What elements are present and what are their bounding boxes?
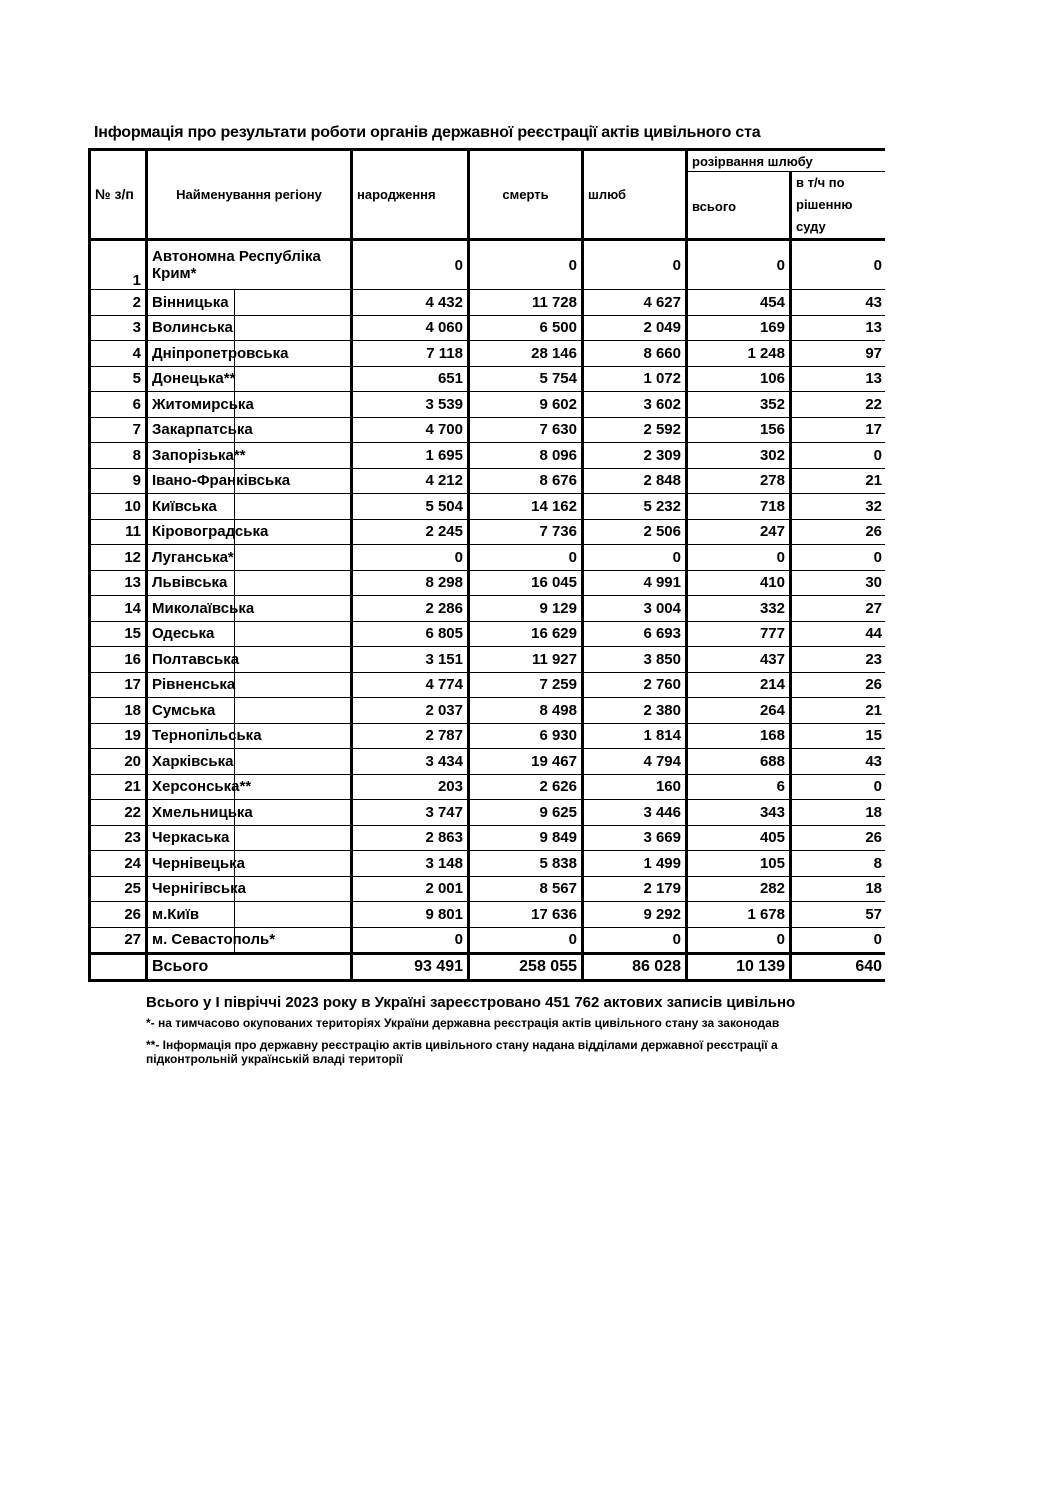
cell-div-total: 332: [687, 596, 791, 622]
cell-div-court: 21: [791, 698, 886, 724]
cell-marriage: 2 309: [583, 443, 687, 469]
row-number: 3: [90, 315, 147, 341]
cell-death: 7 630: [469, 417, 583, 443]
table-row: [90, 851, 886, 877]
table-row: [90, 672, 886, 698]
region-name: [147, 698, 352, 724]
row-number: 14: [90, 596, 147, 622]
cell-birth: 7 118: [352, 341, 469, 367]
total-label: Всього: [147, 954, 352, 981]
cell-death: 5 838: [469, 851, 583, 877]
cell-birth: 1 695: [352, 443, 469, 469]
cell-death: 14 162: [469, 494, 583, 520]
cell-marriage: 2 179: [583, 876, 687, 902]
cell-div-court: 0: [791, 443, 886, 469]
row-number: 19: [90, 723, 147, 749]
region-name: [147, 417, 352, 443]
cell-death: 5 754: [469, 366, 583, 392]
cell-birth: 5 504: [352, 494, 469, 520]
region-name: [147, 851, 352, 877]
region-name-text: м.Київ: [152, 905, 200, 923]
total-row: [90, 954, 886, 981]
header-birth: народження: [352, 150, 469, 240]
region-name-text: Івано-Франківська: [152, 472, 291, 490]
table-row: [90, 494, 886, 520]
region-name: [147, 240, 352, 290]
table-row: [90, 621, 886, 647]
region-name: [147, 494, 352, 520]
region-name-text: Житомирська: [152, 395, 254, 413]
cell-div-total: 0: [687, 545, 791, 571]
cell-div-court: 0: [791, 927, 886, 954]
cell-div-court: 32: [791, 494, 886, 520]
cell-div-court: 0: [791, 240, 886, 290]
cell-birth: 3 539: [352, 392, 469, 418]
cell-div-court: 97: [791, 341, 886, 367]
table-row: [90, 902, 886, 928]
region-name-text: Одеська: [152, 625, 215, 643]
total-div-court: 640: [791, 954, 886, 981]
cell-div-total: 168: [687, 723, 791, 749]
region-name-text: Чернігівська: [152, 880, 246, 898]
row-number: 13: [90, 570, 147, 596]
cell-marriage: 3 669: [583, 825, 687, 851]
region-name: [147, 621, 352, 647]
region-name-text: Автономна Республіка Крим*: [152, 248, 321, 282]
region-name: [147, 596, 352, 622]
row-number: 4: [90, 341, 147, 367]
cell-div-total: 302: [687, 443, 791, 469]
cell-marriage: 4 627: [583, 290, 687, 316]
region-name: [147, 545, 352, 571]
cell-death: 9 625: [469, 800, 583, 826]
table-row: [90, 443, 886, 469]
cell-marriage: 2 380: [583, 698, 687, 724]
region-name: [147, 315, 352, 341]
region-name: [147, 392, 352, 418]
cell-death: 8 096: [469, 443, 583, 469]
cell-div-court: 43: [791, 749, 886, 775]
table-row: [90, 876, 886, 902]
cell-death: 9 129: [469, 596, 583, 622]
region-name: [147, 672, 352, 698]
header-divorce: розірвання шлюбу: [687, 150, 886, 172]
cell-marriage: 0: [583, 927, 687, 954]
cell-marriage: 9 292: [583, 902, 687, 928]
table-row: [90, 698, 886, 724]
cell-div-court: 26: [791, 519, 886, 545]
cell-marriage: 5 232: [583, 494, 687, 520]
cell-marriage: 8 660: [583, 341, 687, 367]
region-name-text: Запорізька**: [152, 446, 246, 464]
cell-div-court: 27: [791, 596, 886, 622]
cell-marriage: 2 760: [583, 672, 687, 698]
cell-div-total: 777: [687, 621, 791, 647]
footnote-registry-line2: підконтрольній українській владі території: [146, 1052, 403, 1066]
cell-div-total: 156: [687, 417, 791, 443]
cell-marriage: 3 850: [583, 647, 687, 673]
table-row: [90, 570, 886, 596]
region-name-text: Донецька**: [152, 370, 236, 388]
row-number: 6: [90, 392, 147, 418]
row-number: 20: [90, 749, 147, 775]
row-number: 21: [90, 774, 147, 800]
cell-div-total: 1 678: [687, 902, 791, 928]
header-num: № з/п: [90, 150, 147, 240]
document-title: Інформація про результати роботи органів державної реєстрації актів цивільного ста: [94, 124, 761, 141]
region-name-text: Дніпропетровська: [152, 344, 289, 362]
row-number: 27: [90, 927, 147, 954]
total-marriage: 86 028: [583, 954, 687, 981]
cell-birth: 203: [352, 774, 469, 800]
cell-marriage: 6 693: [583, 621, 687, 647]
table-row: [90, 290, 886, 316]
table-row: [90, 800, 886, 826]
table-row: [90, 519, 886, 545]
region-name: [147, 341, 352, 367]
table-body: [90, 240, 886, 981]
cell-marriage: 3 602: [583, 392, 687, 418]
cell-birth: 9 801: [352, 902, 469, 928]
table-row: [90, 749, 886, 775]
cell-birth: 4 774: [352, 672, 469, 698]
table-row: [90, 927, 886, 954]
cell-death: 0: [469, 240, 583, 290]
table-row: [90, 723, 886, 749]
row-number: 15: [90, 621, 147, 647]
registry-table-container: [88, 148, 885, 982]
cell-div-total: 105: [687, 851, 791, 877]
region-name-text: Черкаська: [152, 829, 230, 847]
cell-div-total: 343: [687, 800, 791, 826]
cell-marriage: 1 814: [583, 723, 687, 749]
cell-birth: 3 151: [352, 647, 469, 673]
table-row: [90, 315, 886, 341]
table-row: [90, 417, 886, 443]
footnote-occupied: *- на тимчасово окупованих територіях України державна реєстрація актів цивільного стану за законодав: [146, 1016, 780, 1030]
cell-div-court: 13: [791, 366, 886, 392]
cell-death: 9 849: [469, 825, 583, 851]
region-name-text: м. Севастополь*: [152, 931, 276, 949]
footnote-registry-line1: **- Інформація про державну реєстрацію актів цивільного стану надана відділами державної реєстрації а: [146, 1038, 778, 1052]
region-name: [147, 290, 352, 316]
cell-birth: 3 434: [352, 749, 469, 775]
row-number: 22: [90, 800, 147, 826]
cell-div-court: 21: [791, 468, 886, 494]
header-divorce-total: всього: [687, 172, 791, 240]
cell-div-total: 106: [687, 366, 791, 392]
cell-birth: 2 286: [352, 596, 469, 622]
region-name-text: Хмельницька: [152, 803, 253, 821]
row-number: 24: [90, 851, 147, 877]
region-name-text: Львівська: [152, 574, 228, 592]
cell-div-court: 44: [791, 621, 886, 647]
cell-death: 11 927: [469, 647, 583, 673]
header-death: смерть: [469, 150, 583, 240]
table-row: [90, 596, 886, 622]
region-name-text: Рівненська: [152, 676, 236, 694]
cell-death: 6 500: [469, 315, 583, 341]
region-name: [147, 570, 352, 596]
header-marriage: шлюб: [583, 150, 687, 240]
cell-birth: 4 212: [352, 468, 469, 494]
cell-marriage: 1 499: [583, 851, 687, 877]
cell-death: 7 259: [469, 672, 583, 698]
cell-div-total: 247: [687, 519, 791, 545]
header-divorce-court: в т/ч по рішенню суду: [791, 172, 886, 240]
region-name: [147, 366, 352, 392]
row-number: 11: [90, 519, 147, 545]
cell-div-court: 0: [791, 774, 886, 800]
table-row: [90, 341, 886, 367]
cell-birth: 3 747: [352, 800, 469, 826]
cell-div-court: 30: [791, 570, 886, 596]
cell-birth: 8 298: [352, 570, 469, 596]
region-name: [147, 902, 352, 928]
summary-note: Всього у І півріччі 2023 року в Україні зареєстровано 451 762 актових записів цивільно: [146, 994, 796, 1011]
row-number: 25: [90, 876, 147, 902]
region-name-text: Луганська*: [152, 548, 234, 566]
cell-div-total: 264: [687, 698, 791, 724]
region-name-text: Тернопільська: [152, 727, 262, 745]
region-name-text: Сумська: [152, 701, 216, 719]
cell-marriage: 2 592: [583, 417, 687, 443]
total-blank-cell: [90, 954, 147, 981]
region-name: [147, 519, 352, 545]
total-birth: 93 491: [352, 954, 469, 981]
region-name-text: Вінницька: [152, 293, 229, 311]
total-death: 258 055: [469, 954, 583, 981]
row-number: 1: [90, 240, 147, 290]
cell-birth: 2 787: [352, 723, 469, 749]
cell-death: 19 467: [469, 749, 583, 775]
cell-div-court: 18: [791, 876, 886, 902]
cell-div-total: 214: [687, 672, 791, 698]
cell-marriage: 2 848: [583, 468, 687, 494]
region-name: [147, 443, 352, 469]
cell-death: 17 636: [469, 902, 583, 928]
cell-div-court: 15: [791, 723, 886, 749]
table-row: [90, 240, 886, 290]
row-number: 9: [90, 468, 147, 494]
region-name: [147, 927, 352, 954]
cell-death: 0: [469, 545, 583, 571]
table-row: [90, 545, 886, 571]
total-div-total: 10 139: [687, 954, 791, 981]
cell-birth: 2 001: [352, 876, 469, 902]
cell-div-court: 22: [791, 392, 886, 418]
table-row: [90, 468, 886, 494]
table-row: [90, 774, 886, 800]
region-name-text: Херсонська**: [152, 778, 252, 796]
cell-marriage: 3 446: [583, 800, 687, 826]
region-name-text: Волинська: [152, 319, 233, 337]
region-name: [147, 749, 352, 775]
cell-div-court: 0: [791, 545, 886, 571]
cell-div-total: 282: [687, 876, 791, 902]
cell-death: 6 930: [469, 723, 583, 749]
cell-birth: 0: [352, 927, 469, 954]
cell-marriage: 0: [583, 545, 687, 571]
cell-death: 28 146: [469, 341, 583, 367]
cell-div-court: 26: [791, 825, 886, 851]
cell-birth: 6 805: [352, 621, 469, 647]
cell-death: 0: [469, 927, 583, 954]
cell-div-total: 688: [687, 749, 791, 775]
region-name: [147, 774, 352, 800]
cell-birth: 4 060: [352, 315, 469, 341]
cell-div-total: 169: [687, 315, 791, 341]
cell-div-total: 454: [687, 290, 791, 316]
cell-marriage: 1 072: [583, 366, 687, 392]
row-number: 17: [90, 672, 147, 698]
region-name-text: Полтавська: [152, 650, 240, 668]
table-row: [90, 825, 886, 851]
table-row: [90, 392, 886, 418]
cell-div-court: 43: [791, 290, 886, 316]
cell-div-court: 17: [791, 417, 886, 443]
region-name: [147, 468, 352, 494]
cell-death: 8 676: [469, 468, 583, 494]
region-name-text: Харківська: [152, 752, 234, 770]
cell-marriage: 2 049: [583, 315, 687, 341]
cell-death: 11 728: [469, 290, 583, 316]
region-name-text: Київська: [152, 497, 217, 515]
cell-birth: 2 863: [352, 825, 469, 851]
cell-death: 7 736: [469, 519, 583, 545]
cell-div-total: 410: [687, 570, 791, 596]
row-number: 10: [90, 494, 147, 520]
cell-death: 8 567: [469, 876, 583, 902]
row-number: 8: [90, 443, 147, 469]
region-name-text: Миколаївська: [152, 599, 255, 617]
cell-div-court: 23: [791, 647, 886, 673]
cell-div-total: 6: [687, 774, 791, 800]
cell-birth: 0: [352, 545, 469, 571]
row-number: 7: [90, 417, 147, 443]
cell-div-court: 8: [791, 851, 886, 877]
cell-div-total: 0: [687, 240, 791, 290]
cell-div-total: 718: [687, 494, 791, 520]
row-number: 5: [90, 366, 147, 392]
registry-table: [88, 148, 885, 982]
cell-div-total: 0: [687, 927, 791, 954]
region-name-text: Закарпатська: [152, 421, 253, 439]
cell-birth: 2 037: [352, 698, 469, 724]
cell-birth: 651: [352, 366, 469, 392]
cell-div-court: 18: [791, 800, 886, 826]
cell-div-court: 57: [791, 902, 886, 928]
region-name: [147, 647, 352, 673]
cell-death: 8 498: [469, 698, 583, 724]
table-row: [90, 647, 886, 673]
cell-death: 9 602: [469, 392, 583, 418]
cell-div-court: 13: [791, 315, 886, 341]
cell-marriage: 160: [583, 774, 687, 800]
row-number: 18: [90, 698, 147, 724]
region-name: [147, 723, 352, 749]
cell-marriage: 2 506: [583, 519, 687, 545]
region-name: [147, 825, 352, 851]
footnotes: [146, 994, 884, 1066]
table-row: [90, 366, 886, 392]
cell-marriage: 3 004: [583, 596, 687, 622]
cell-div-total: 1 248: [687, 341, 791, 367]
region-name-text: Кіровоградська: [152, 523, 269, 541]
cell-div-total: 278: [687, 468, 791, 494]
cell-birth: 0: [352, 240, 469, 290]
cell-div-total: 352: [687, 392, 791, 418]
cell-marriage: 0: [583, 240, 687, 290]
cell-div-total: 437: [687, 647, 791, 673]
row-number: 23: [90, 825, 147, 851]
region-name: [147, 876, 352, 902]
cell-marriage: 4 991: [583, 570, 687, 596]
cell-death: 16 045: [469, 570, 583, 596]
cell-marriage: 4 794: [583, 749, 687, 775]
cell-death: 16 629: [469, 621, 583, 647]
cell-birth: 4 700: [352, 417, 469, 443]
cell-div-court: 26: [791, 672, 886, 698]
row-number: 16: [90, 647, 147, 673]
row-number: 2: [90, 290, 147, 316]
region-name-text: Чернівецька: [152, 854, 245, 872]
header-region: Найменування регіону: [147, 150, 352, 240]
row-number: 26: [90, 902, 147, 928]
cell-birth: 3 148: [352, 851, 469, 877]
row-number: 12: [90, 545, 147, 571]
region-name: [147, 800, 352, 826]
cell-div-total: 405: [687, 825, 791, 851]
cell-death: 2 626: [469, 774, 583, 800]
cell-birth: 4 432: [352, 290, 469, 316]
cell-birth: 2 245: [352, 519, 469, 545]
